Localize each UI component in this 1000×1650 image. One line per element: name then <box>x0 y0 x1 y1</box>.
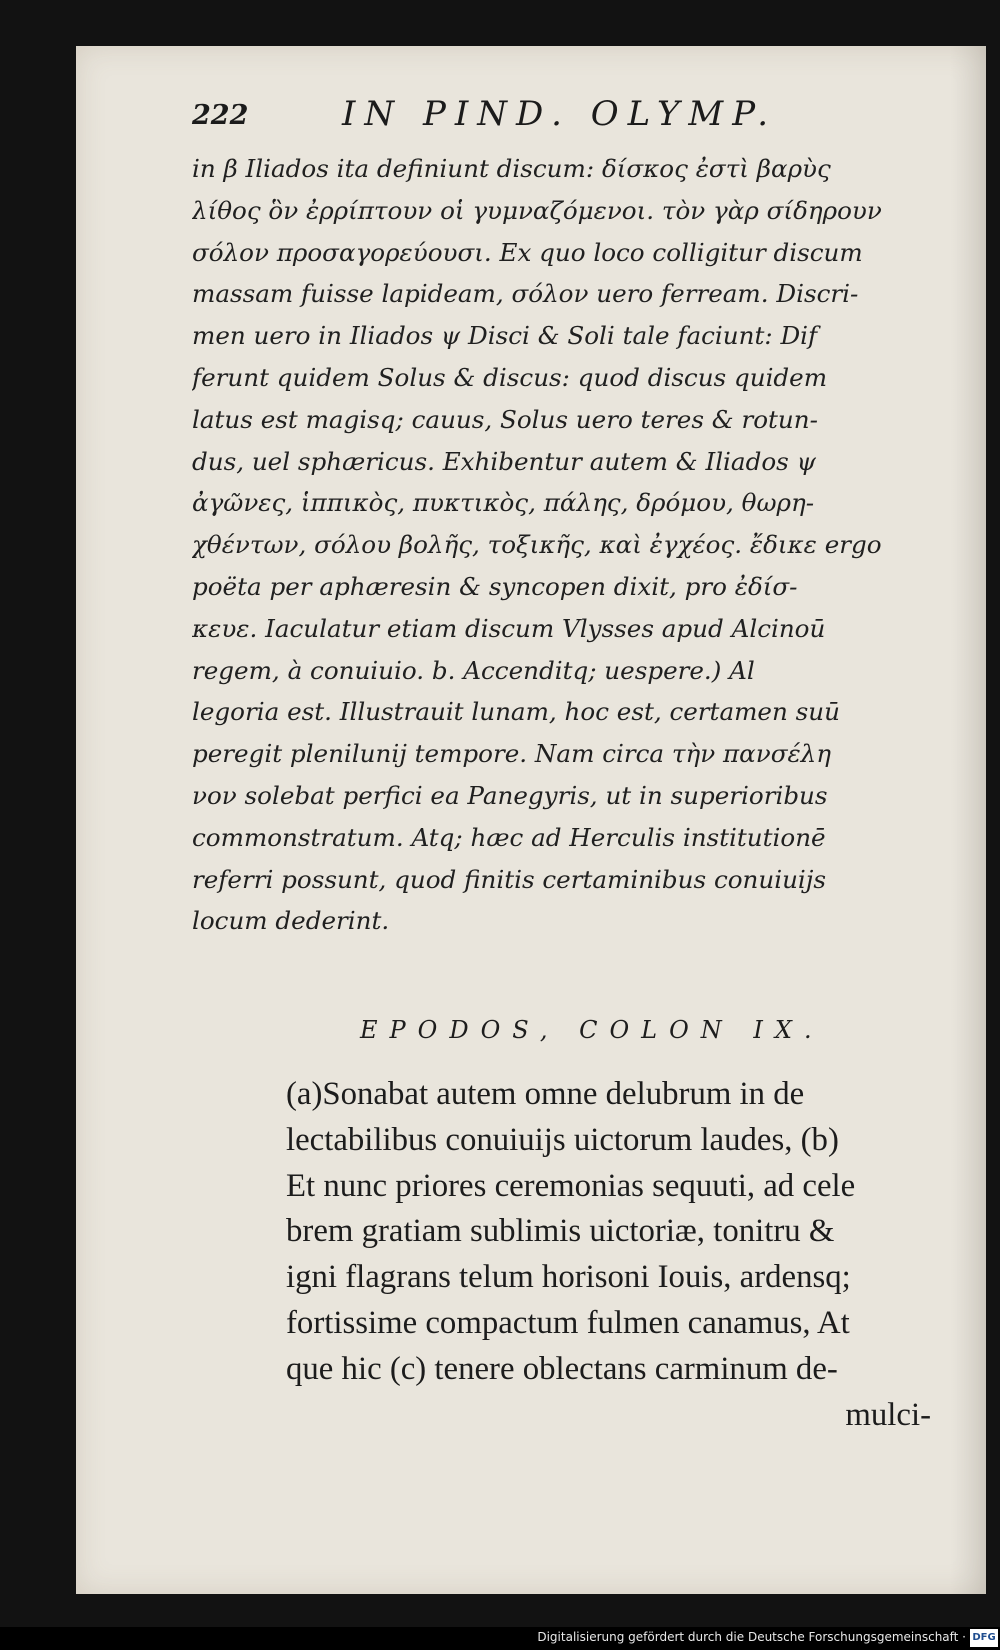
dfg-logo: DFG <box>970 1629 998 1647</box>
commentary-line: ferunt quidem Solus & discus: quod discus quidem <box>192 362 828 392</box>
commentary-line: poëta per aphæresin & syncopen dixit, pro ἐδίσ- <box>192 571 798 601</box>
commentary-line: men uero in Iliados ψ Disci & Soli tale faciunt: Dif <box>192 321 818 351</box>
commentary-line: κευε. Iaculatur etiam discum Vlysses apud Alcinoū <box>192 613 826 643</box>
commentary-line: massam fuisse lapideam, σόλον uero ferream. Discri- <box>192 279 859 309</box>
running-title: IN PIND. OLYMP. <box>342 94 778 134</box>
commentary-line: σόλον προσαγορεύουσι. Ex quo loco colligitur discum <box>192 237 863 267</box>
commentary-line: dus, uel sphæricus. Exhibentur autem & Iliados ψ <box>192 446 816 476</box>
commentary-line: latus est magisq; cauus, Solus uero teres & rotun- <box>192 404 818 434</box>
commentary-line: in β Iliados ita definiunt discum: δίσκος ἐστὶ βαρὺς <box>192 154 831 183</box>
translation-line: que hic (c) tenere oblectans carminum de- <box>286 1350 838 1387</box>
commentary-line: commonstratum. Atq; hæc ad Herculis institutionē <box>192 822 826 852</box>
translation-line: brem gratiam sublimis uictoriæ, tonitru & <box>286 1213 835 1250</box>
section-heading: EPODOS, COLON IX. <box>360 1016 824 1044</box>
translation-line: lectabilibus conuiuijs uictorum laudes, (b) <box>286 1121 839 1158</box>
commentary-line: νον solebat perfici ea Panegyris, ut in superioribus <box>192 780 828 810</box>
catchword: mulci- <box>845 1396 931 1433</box>
commentary-block <box>192 148 907 942</box>
running-head <box>192 94 822 144</box>
page-number: 222 <box>192 100 249 131</box>
translation-line: (a)Sonabat autem omne delubrum in de <box>286 1076 805 1112</box>
commentary-line: regem, à conuiuio. b. Accenditq; uespere.) Al <box>192 655 755 685</box>
commentary-line: peregit plenilunij tempore. Nam circa τὴν πανσέλη <box>192 739 832 769</box>
translation-line: Et nunc priores ceremonias sequuti, ad cele <box>286 1167 856 1204</box>
commentary-line: locum dederint. <box>192 906 390 936</box>
commentary-line: λίθος ὃν ἐρρίπτουν οἱ γυμναζόμενοι. τὸν γὰρ σίδηρουν <box>192 195 882 225</box>
commentary-line: legoria est. Illustrauit lunam, hoc est, certamen suū <box>192 697 840 727</box>
footer-bar <box>0 1627 1000 1650</box>
commentary-line: χθέντων, σόλου βολῆς, τοξικῆς, καὶ ἐγχέος. ἔδικε ergo <box>192 530 882 560</box>
translation-block <box>286 1072 931 1438</box>
commentary-line: ἀγῶνες, ἱππικὸς, πυκτικὸς, πάλης, δρόμου, θωρη- <box>192 488 815 518</box>
translation-line: igni flagrans telum horisoni Iouis, ardensq; <box>286 1259 851 1296</box>
commentary-line: referri possunt, quod finitis certaminibus conuiuijs <box>192 864 827 894</box>
funding-credit: Digitalisierung gefördert durch die Deutsche Forschungsgemeinschaft · <box>537 1630 966 1644</box>
page-edge-shadow <box>950 46 986 1594</box>
translation-line: fortissime compactum fulmen canamus, At <box>286 1304 850 1341</box>
